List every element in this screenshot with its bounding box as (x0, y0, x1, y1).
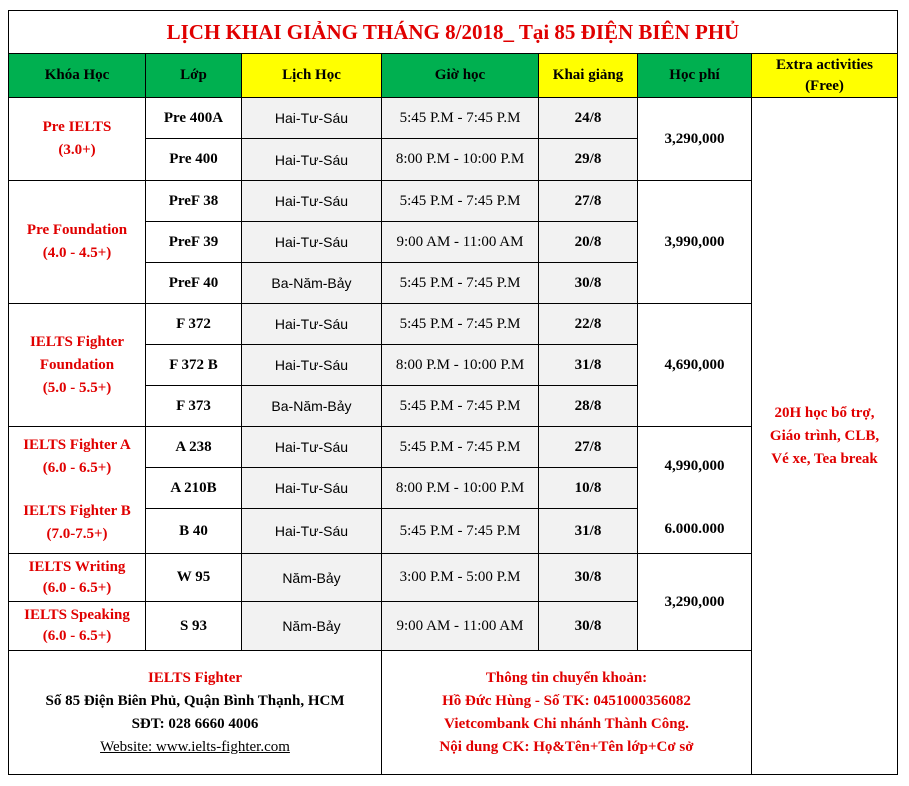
course-level: (7.0-7.5+) (46, 526, 108, 542)
fee-ielts-fighter-foundation: 4,690,000 (637, 303, 752, 427)
class-cell: F 373 (145, 385, 242, 427)
extra-line2: Giáo trình, CLB, (769, 427, 880, 444)
start-date-cell: 22/8 (538, 303, 638, 345)
header-schedule: Lịch Học (241, 53, 382, 98)
class-cell: A 238 (145, 426, 242, 468)
course-level: (3.0+) (58, 142, 96, 158)
course-level: (6.0 - 6.5+) (42, 579, 112, 596)
schedule-cell: Hai-Tư-Sáu (241, 508, 382, 554)
start-date-cell: 27/8 (538, 180, 638, 222)
website-link[interactable]: Website: www.ielts-fighter.com (100, 738, 290, 755)
start-date-cell: 29/8 (538, 138, 638, 181)
start-date-cell: 31/8 (538, 344, 638, 386)
course-level: (6.0 - 6.5+) (42, 628, 112, 644)
class-cell: F 372 (145, 303, 242, 345)
time-cell: 9:00 AM - 11:00 AM (381, 601, 539, 651)
schedule-cell: Năm-Bảy (241, 601, 382, 651)
schedule-cell: Hai-Tư-Sáu (241, 180, 382, 222)
schedule-cell: Hai-Tư-Sáu (241, 467, 382, 509)
bank-branch: Vietcombank Chi nhánh Thành Công. (444, 715, 689, 732)
schedule-cell: Hai-Tư-Sáu (241, 97, 382, 139)
start-date-cell: 30/8 (538, 262, 638, 304)
time-cell: 5:45 P.M - 7:45 P.M (381, 508, 539, 554)
course-name: IELTS Fighter A (23, 437, 131, 453)
header-fee: Học phí (637, 53, 752, 98)
start-date-cell: 30/8 (538, 601, 638, 651)
footer-bank-info (381, 650, 752, 775)
header-time: Giờ học (381, 53, 539, 98)
start-date-cell: 30/8 (538, 553, 638, 602)
schedule-cell: Hai-Tư-Sáu (241, 344, 382, 386)
time-cell: 8:00 P.M - 10:00 P.M (381, 467, 539, 509)
time-cell: 5:45 P.M - 7:45 P.M (381, 262, 539, 304)
header-class: Lớp (145, 53, 242, 98)
time-cell: 8:00 P.M - 10:00 P.M (381, 344, 539, 386)
extra-line3: Vé xe, Tea break (771, 450, 878, 467)
footer-contact (8, 650, 382, 775)
course-pre-foundation (8, 180, 146, 304)
fee-pre-foundation: 3,990,000 (637, 180, 752, 304)
bank-info-title: Thông tin chuyển khoản: (485, 669, 648, 686)
start-date-cell: 20/8 (538, 221, 638, 263)
extra-activities (751, 97, 898, 775)
footer-address: Số 85 Điện Biên Phủ, Quận Bình Thạnh, HCM (45, 692, 345, 709)
fee-ielts-fighter-b: 6.000.000 (664, 521, 725, 537)
schedule-cell: Năm-Bảy (241, 553, 382, 602)
course-name-line2: Foundation (39, 356, 115, 373)
header-start: Khai giảng (538, 53, 638, 98)
fee-writing-speaking: 3,290,000 (637, 553, 752, 651)
footer-phone: SĐT: 028 6660 4006 (131, 715, 259, 732)
time-cell: 5:45 P.M - 7:45 P.M (381, 97, 539, 139)
course-level: (5.0 - 5.5+) (42, 379, 112, 396)
start-date-cell: 28/8 (538, 385, 638, 427)
class-cell: PreF 40 (145, 262, 242, 304)
course-ielts-speaking (8, 601, 146, 651)
header-course: Khóa Học (8, 53, 146, 98)
course-name: IELTS Writing (28, 558, 126, 575)
course-name: IELTS Speaking (24, 607, 130, 623)
course-name: Pre Foundation (26, 222, 128, 238)
schedule-cell: Hai-Tư-Sáu (241, 303, 382, 345)
class-cell: PreF 38 (145, 180, 242, 222)
schedule-cell: Ba-Năm-Bảy (241, 262, 382, 304)
time-cell: 5:45 P.M - 7:45 P.M (381, 303, 539, 345)
schedule-cell: Hai-Tư-Sáu (241, 138, 382, 181)
schedule-cell: Hai-Tư-Sáu (241, 221, 382, 263)
transfer-content: Nội dung CK: Họ&Tên+Tên lớp+Cơ sở (439, 738, 694, 755)
footer-brand: IELTS Fighter (147, 669, 243, 686)
time-cell: 5:45 P.M - 7:45 P.M (381, 385, 539, 427)
course-ielts-fighter-a-b (8, 426, 146, 554)
class-cell: Pre 400A (145, 97, 242, 139)
bank-account: Hồ Đức Hùng - Số TK: 0451000356082 (442, 692, 691, 709)
time-cell: 8:00 P.M - 10:00 P.M (381, 138, 539, 181)
course-ielts-writing (8, 553, 146, 602)
class-cell: W 95 (145, 553, 242, 602)
schedule-cell: Hai-Tư-Sáu (241, 426, 382, 468)
course-level: (6.0 - 6.5+) (42, 460, 112, 476)
header-extra-line1: Extra activities (775, 56, 874, 73)
header-extra (751, 53, 898, 98)
page-title: LỊCH KHAI GIẢNG THÁNG 8/2018_ Tại 85 ĐIỆN BIÊN PHỦ (8, 10, 898, 54)
class-cell: Pre 400 (145, 138, 242, 181)
time-cell: 5:45 P.M - 7:45 P.M (381, 426, 539, 468)
class-cell: PreF 39 (145, 221, 242, 263)
class-cell: A 210B (145, 467, 242, 509)
time-cell: 5:45 P.M - 7:45 P.M (381, 180, 539, 222)
course-name-line1: IELTS Fighter (29, 333, 125, 350)
class-cell: F 372 B (145, 344, 242, 386)
course-name: Pre IELTS (42, 119, 112, 135)
header-extra-line2: (Free) (805, 77, 844, 94)
class-cell: B 40 (145, 508, 242, 554)
time-cell: 9:00 AM - 11:00 AM (381, 221, 539, 263)
start-date-cell: 31/8 (538, 508, 638, 554)
start-date-cell: 27/8 (538, 426, 638, 468)
course-ielts-fighter-foundation (8, 303, 146, 427)
fee-ielts-fighter-a-b (637, 426, 752, 554)
time-cell: 3:00 P.M - 5:00 P.M (381, 553, 539, 602)
start-date-cell: 10/8 (538, 467, 638, 509)
fee-ielts-fighter-a: 4,990,000 (664, 458, 725, 474)
start-date-cell: 24/8 (538, 97, 638, 139)
extra-line1: 20H học bổ trợ, (774, 404, 875, 421)
class-cell: S 93 (145, 601, 242, 651)
course-pre-ielts (8, 97, 146, 181)
course-name: IELTS Fighter B (23, 503, 131, 519)
course-level: (4.0 - 4.5+) (42, 245, 112, 261)
fee-pre-ielts: 3,290,000 (637, 97, 752, 181)
schedule-cell: Ba-Năm-Bảy (241, 385, 382, 427)
